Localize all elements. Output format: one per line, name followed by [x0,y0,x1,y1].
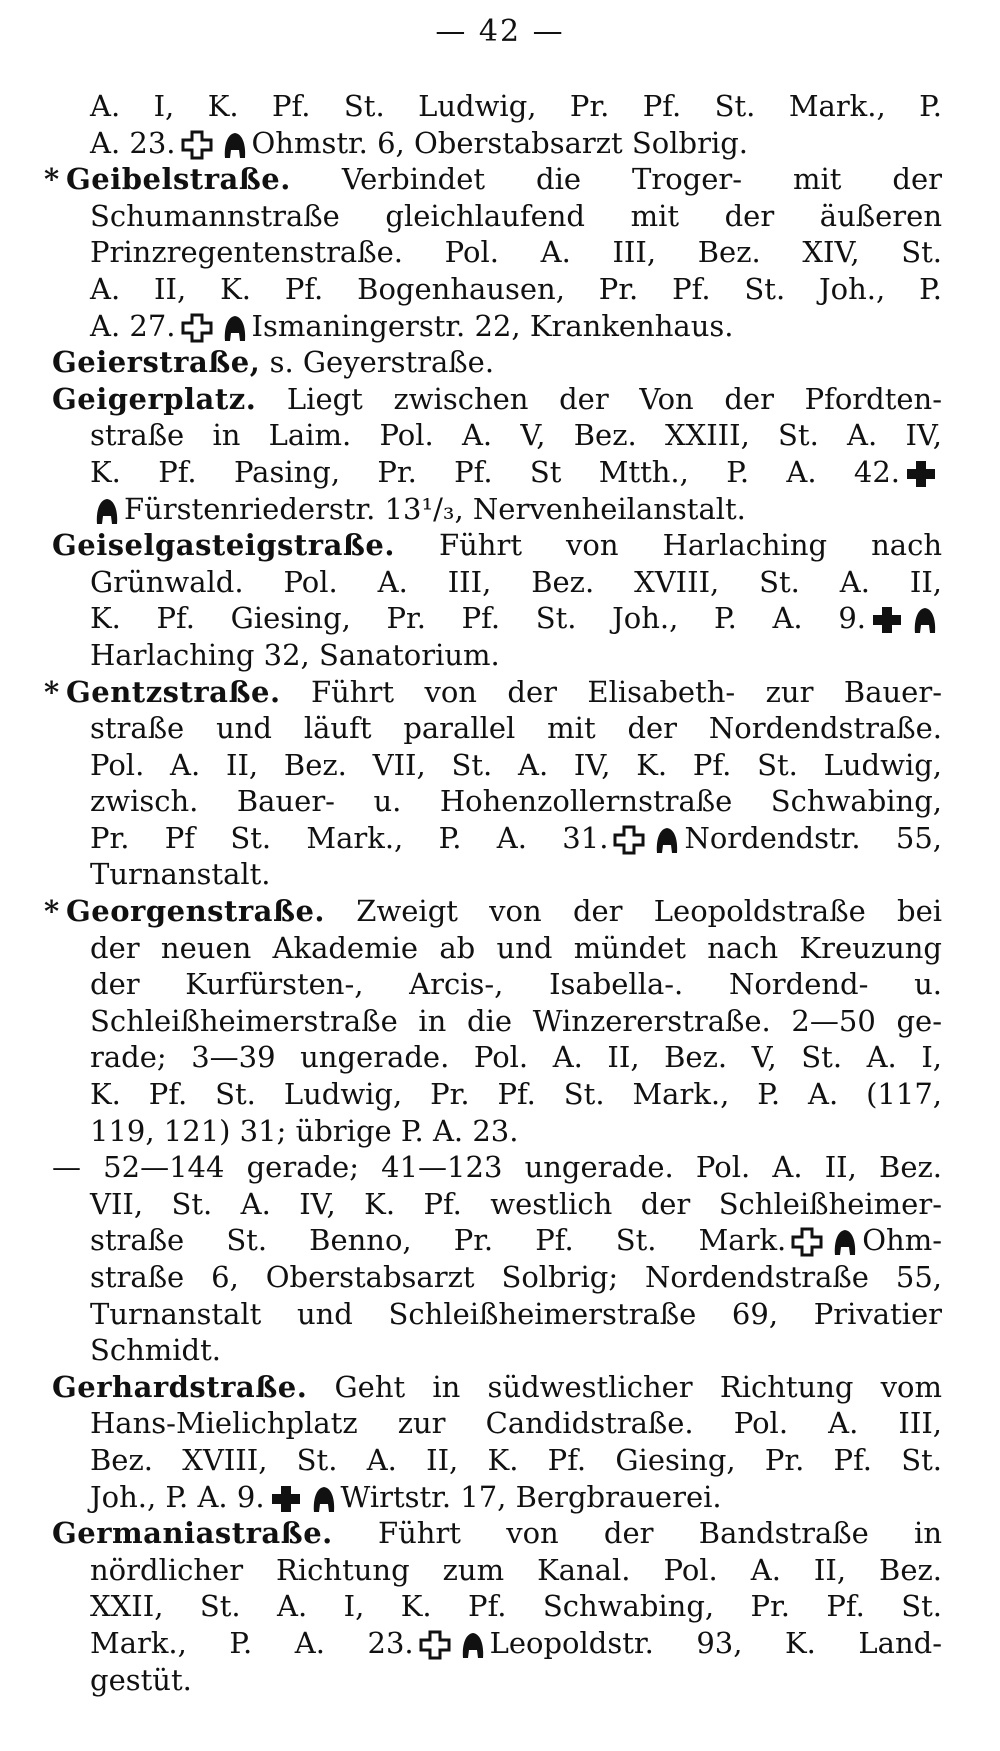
text-line [52,1369,942,1406]
text-line [52,564,942,601]
line-text: Fürstenriederstr. 13¹/₃, Nervenheilanstalt. [124,491,746,526]
entry-heading: Geibelstraße. [66,162,291,197]
line-text: straße und läuft parallel mit der Nordendstraße. [90,711,942,746]
text-line [52,1186,942,1223]
fire-helmet-icon [460,1630,486,1660]
directory-text [44,88,943,1698]
line-text: Schumannstraße gleichlaufend mit der äußeren [90,198,942,233]
entry-text: Führt von Harlaching nach [439,528,943,563]
text-line [52,344,942,381]
text-line [44,161,943,198]
line-text: Pr. Pf St. Mark., P. A. 31. [90,820,609,855]
line-text: Schmidt. [90,1333,221,1368]
page-number: — 42 — [435,14,565,49]
line-text: Ismaningerstr. 22, Krankenhaus. [251,308,734,343]
line-text: straße St. Benno, Pr. Pf. St. Mark. [90,1223,787,1258]
entry-text: Verbindet die Troger- mit der [341,162,943,197]
line-text: A. 27. [90,308,176,343]
text-line [52,1442,942,1479]
entry-star: * [44,894,60,929]
red-cross-solid-icon [870,605,904,635]
line-text: der Kurfürsten-, Arcis-, Isabella-. Nordend- u. [90,967,942,1002]
entry-heading: Geierstraße, [52,345,261,380]
line-text: zwisch. Bauer- u. Hohenzollernstraße Schwabing, [90,784,942,819]
line-text: Turnanstalt. [90,857,271,892]
text-line [52,747,942,784]
line-text: straße in Laim. Pol. A. V, Bez. XXIII, St. A. IV, [90,418,942,453]
fire-helmet-icon [654,825,680,855]
entry-text: s. Geyerstraße. [269,345,495,380]
entry-text: Geht in südwestlicher Richtung vom [334,1369,942,1404]
text-line [52,125,942,162]
text-line [52,1113,942,1150]
line-text: gestüt. [90,1662,192,1697]
entry-heading: Gerhardstraße. [52,1369,308,1404]
text-line [52,1259,942,1296]
text-line [52,1003,942,1040]
entry-heading: Germaniastraße. [52,1516,333,1551]
text-line [52,820,942,857]
text-line [52,1296,942,1333]
line-text: nördlicher Richtung zum Kanal. Pol. A. II, Bez. [90,1552,942,1587]
entry-text: Liegt zwischen der Von der Pfordten- [286,381,942,416]
entry-heading: Georgenstraße. [66,894,326,929]
text-line [44,674,942,711]
text-line [52,1479,942,1516]
line-text: Mark., P. A. 23. [90,1625,414,1660]
line-text: A. 23. [90,125,176,160]
line-text: 119, 121) 31; übrige P. A. 23. [90,1113,519,1148]
text-line [52,1076,942,1113]
fire-helmet-icon [311,1484,337,1514]
fire-helmet-icon [222,313,248,343]
text-line [52,1332,942,1369]
red-cross-outline-icon [180,313,214,343]
text-line [52,527,942,564]
text-line [52,710,942,747]
line-text: Nordendstr. 55, [684,820,942,855]
text-line [52,234,942,271]
entry-text: Zweigt von der Leopoldstraße bei [356,894,943,929]
fire-helmet-icon [832,1227,858,1257]
fire-helmet-icon [912,605,938,635]
entry-text: Führt von der Elisabeth- zur Bauer- [311,674,942,709]
text-line [52,271,942,308]
line-text: Leopoldstr. 93, K. Land- [489,1625,942,1660]
fire-helmet-icon [222,130,248,160]
line-text: Wirtstr. 17, Bergbrauerei. [340,1479,722,1514]
text-line [52,308,942,345]
line-text: K. Pf. Giesing, Pr. Pf. St. Joh., P. A. 9. [90,601,866,636]
line-text: Prinzregentenstraße. Pol. A. III, Bez. XIV, St. [90,235,942,270]
line-text: Pol. A. II, Bez. VII, St. A. IV, K. Pf. St. Ludwig, [90,747,942,782]
line-text: Ohm- [862,1223,942,1258]
red-cross-outline-icon [612,825,646,855]
line-text: Ohmstr. 6, Oberstabsarzt Solbrig. [251,125,749,160]
red-cross-solid-icon [904,459,938,489]
text-line [52,1662,942,1699]
red-cross-outline-icon [418,1630,452,1660]
line-text: K. Pf. St. Ludwig, Pr. Pf. St. Mark., P. A. (117, [90,1077,942,1112]
line-text: VII, St. A. IV, K. Pf. westlich der Schleißheimer- [90,1186,942,1221]
line-text: Hans-Mielichplatz zur Candidstraße. Pol. A. III, [90,1406,942,1441]
line-text: A. II, K. Pf. Bogenhausen, Pr. Pf. St. Joh., P. [90,271,942,306]
text-line [52,381,942,418]
entry-text: Führt von der Bandstraße in [377,1516,942,1551]
entry-star: * [44,162,60,197]
text-line [52,783,942,820]
text-line [52,1625,942,1662]
line-text: Grünwald. Pol. A. III, Bez. XVIII, St. A. II, [90,564,942,599]
text-line [52,1039,942,1076]
fire-helmet-icon [94,496,120,526]
text-line [52,417,942,454]
line-text: Bez. XVIII, St. A. II, K. Pf. Giesing, Pr. Pf. St. [90,1442,942,1477]
line-text: Turnanstalt und Schleißheimerstraße 69, Privatier [90,1296,942,1331]
line-text: A. I, K. Pf. St. Ludwig, Pr. Pf. St. Mark., P. [90,89,942,123]
line-text: XXII, St. A. I, K. Pf. Schwabing, Pr. Pf. St. [90,1589,942,1624]
text-line [52,1515,942,1552]
line-text: rade; 3—39 ungerade. Pol. A. II, Bez. V, St. A. I, [90,1040,942,1075]
line-text: straße 6, Oberstabsarzt Solbrig; Nordendstraße 55, [90,1260,942,1294]
text-line [52,930,942,967]
line-text: — 52—144 gerade; 41—123 ungerade. Pol. A. II, Bez. [52,1150,942,1185]
text-line [52,966,942,1003]
text-line [52,1552,942,1589]
line-text: Joh., P. A. 9. [90,1479,265,1514]
entry-heading: Geiselgasteigstraße. [52,528,395,563]
text-line [44,893,943,930]
red-cross-outline-icon [790,1227,824,1257]
text-line [52,637,942,674]
line-text: Schleißheimerstraße in die Winzererstraße. 2—50 ge- [90,1003,942,1038]
line-text: der neuen Akademie ab und mündet nach Kreuzung [90,930,942,965]
text-line [52,491,942,528]
entry-heading: Gentzstraße. [66,674,281,709]
text-line [52,88,942,125]
red-cross-solid-icon [269,1484,303,1514]
line-text: Harlaching 32, Sanatorium. [90,637,500,672]
red-cross-outline-icon [180,130,214,160]
text-line [52,198,942,235]
text-line [52,600,942,637]
text-line [52,856,942,893]
text-line [52,1405,942,1442]
text-line [52,1222,942,1259]
entry-star: * [44,674,60,709]
entry-heading: Geigerplatz. [52,381,257,416]
line-text: K. Pf. Pasing, Pr. Pf. St Mtth., P. A. 42. [90,454,900,489]
text-line [52,1149,942,1186]
text-line [52,1588,942,1625]
text-line [52,454,942,491]
